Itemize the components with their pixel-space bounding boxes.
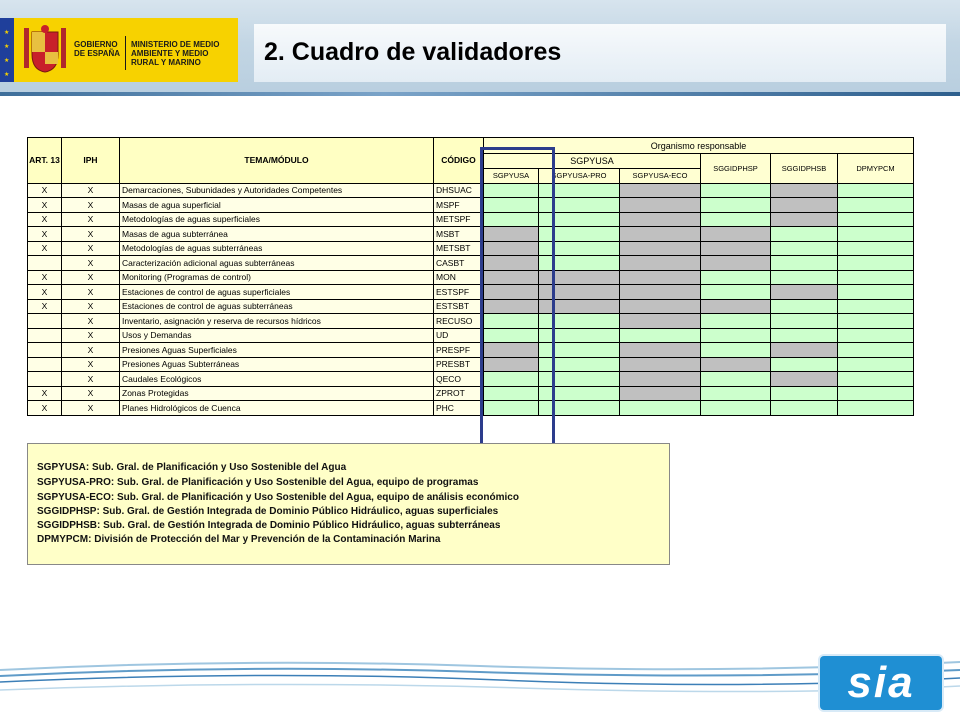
- sgpyusa-eco-cell: [620, 256, 701, 271]
- table-row: [28, 357, 914, 372]
- dpmypcm-cell: [838, 343, 914, 358]
- art13-cell: X: [28, 299, 62, 314]
- tema-cell: Demarcaciones, Subunidades y Autoridades Competentes: [120, 183, 434, 198]
- tema-cell: Masas de agua subterránea: [120, 227, 434, 242]
- codigo-cell: PHC: [434, 401, 484, 416]
- dpmypcm-cell: [838, 328, 914, 343]
- tema-cell: Caracterización adicional aguas subterráneas: [120, 256, 434, 271]
- codigo-cell: PRESBT: [434, 357, 484, 372]
- iph-cell: X: [62, 343, 120, 358]
- legend-line: SGPYUSA-ECO: Sub. Gral. de Planificación y Uso Sostenible del Agua, equipo de análisis económico: [37, 492, 519, 503]
- sggidphsp-cell: [701, 256, 771, 271]
- ministerio-label: MINISTERIO DE MEDIO AMBIENTE Y MEDIO RURAL Y MARINO: [131, 40, 220, 67]
- header-sgpyusa: SGPYUSA: [484, 169, 539, 184]
- iph-cell: X: [62, 386, 120, 401]
- sggidphsp-cell: [701, 357, 771, 372]
- table-row: [28, 299, 914, 314]
- dpmypcm-cell: [838, 256, 914, 271]
- iph-cell: X: [62, 256, 120, 271]
- header-codigo: CÓDIGO: [434, 138, 484, 184]
- table-row: [28, 285, 914, 300]
- tema-cell: Zonas Protegidas: [120, 386, 434, 401]
- sggidphsb-cell: [771, 198, 838, 213]
- header-sgpyusa-eco: SGPYUSA-ECO: [620, 169, 701, 184]
- tema-cell: Presiones Aguas Superficiales: [120, 343, 434, 358]
- eu-flag-strip: ★ ★ ★ ★: [0, 18, 14, 82]
- table-row: [28, 270, 914, 285]
- art13-cell: [28, 328, 62, 343]
- header-art13: ART. 13: [28, 138, 62, 184]
- iph-cell: X: [62, 357, 120, 372]
- codigo-cell: MON: [434, 270, 484, 285]
- sia-logo: [820, 656, 942, 710]
- iph-cell: X: [62, 328, 120, 343]
- codigo-cell: ESTSBT: [434, 299, 484, 314]
- header-dpmypcm: DPMYPCM: [838, 154, 914, 184]
- iph-cell: X: [62, 241, 120, 256]
- header-tema: TEMA/MÓDULO: [120, 138, 434, 184]
- sggidphsb-cell: [771, 328, 838, 343]
- sggidphsp-cell: [701, 270, 771, 285]
- art13-cell: [28, 314, 62, 329]
- tema-cell: Monitoring (Programas de control): [120, 270, 434, 285]
- tema-cell: Planes Hidrológicos de Cuenca: [120, 401, 434, 416]
- table-row: [28, 372, 914, 387]
- art13-cell: X: [28, 183, 62, 198]
- art13-cell: X: [28, 241, 62, 256]
- codigo-cell: CASBT: [434, 256, 484, 271]
- iph-cell: X: [62, 227, 120, 242]
- sggidphsp-cell: [701, 241, 771, 256]
- art13-cell: X: [28, 227, 62, 242]
- codigo-cell: QECO: [434, 372, 484, 387]
- codigo-cell: METSBT: [434, 241, 484, 256]
- header-sgpyusa-pro: SGPYUSA-PRO: [539, 169, 620, 184]
- sggidphsb-cell: [771, 227, 838, 242]
- iph-cell: X: [62, 285, 120, 300]
- tema-cell: Presiones Aguas Subterráneas: [120, 357, 434, 372]
- dpmypcm-cell: [838, 357, 914, 372]
- validators-table: [27, 137, 914, 416]
- codigo-cell: METSPF: [434, 212, 484, 227]
- sggidphsp-cell: [701, 401, 771, 416]
- table-row: [28, 183, 914, 198]
- codigo-cell: ESTSPF: [434, 285, 484, 300]
- sgpyusa-column-highlight: [480, 147, 555, 451]
- art13-cell: [28, 372, 62, 387]
- art13-cell: [28, 357, 62, 372]
- logo-divider: [125, 36, 126, 70]
- art13-cell: X: [28, 401, 62, 416]
- iph-cell: X: [62, 183, 120, 198]
- iph-cell: X: [62, 299, 120, 314]
- art13-cell: [28, 343, 62, 358]
- art13-cell: X: [28, 212, 62, 227]
- table-row: [28, 401, 914, 416]
- sgpyusa-eco-cell: [620, 343, 701, 358]
- header-organismo: Organismo responsable: [484, 138, 914, 154]
- tema-cell: Metodologías de aguas subterráneas: [120, 241, 434, 256]
- sggidphsb-cell: [771, 357, 838, 372]
- sia-logo-text: sia: [847, 658, 915, 707]
- dpmypcm-cell: [838, 198, 914, 213]
- iph-cell: X: [62, 270, 120, 285]
- sggidphsb-cell: [771, 183, 838, 198]
- sggidphsp-cell: [701, 328, 771, 343]
- sgpyusa-eco-cell: [620, 241, 701, 256]
- table-row: [28, 386, 914, 401]
- table-row: [28, 198, 914, 213]
- iph-cell: X: [62, 372, 120, 387]
- legend-line: SGGIDPHSP: Sub. Gral. de Gestión Integrada de Dominio Público Hidráulico, aguas superficiales: [37, 506, 499, 517]
- dpmypcm-cell: [838, 270, 914, 285]
- sgpyusa-eco-cell: [620, 401, 701, 416]
- sgpyusa-eco-cell: [620, 212, 701, 227]
- dpmypcm-cell: [838, 241, 914, 256]
- tema-cell: Masas de agua superficial: [120, 198, 434, 213]
- header-sggidphsb: SGGIDPHSB: [771, 154, 838, 184]
- sggidphsb-cell: [771, 401, 838, 416]
- sgpyusa-eco-cell: [620, 227, 701, 242]
- sggidphsp-cell: [701, 299, 771, 314]
- legend-line: SGPYUSA-PRO: Sub. Gral. de Planificación y Uso Sostenible del Agua, equipo de programas: [37, 477, 479, 488]
- codigo-cell: ZPROT: [434, 386, 484, 401]
- dpmypcm-cell: [838, 227, 914, 242]
- art13-cell: X: [28, 285, 62, 300]
- sggidphsp-cell: [701, 198, 771, 213]
- acronym-legend: [27, 443, 670, 565]
- sgpyusa-eco-cell: [620, 357, 701, 372]
- legend-line: SGGIDPHSB: Sub. Gral. de Gestión Integrada de Dominio Público Hidráulico, aguas subterráneas: [37, 520, 501, 531]
- dpmypcm-cell: [838, 285, 914, 300]
- codigo-cell: PRESPF: [434, 343, 484, 358]
- iph-cell: X: [62, 198, 120, 213]
- sggidphsp-cell: [701, 386, 771, 401]
- tema-cell: Caudales Ecológicos: [120, 372, 434, 387]
- dpmypcm-cell: [838, 212, 914, 227]
- legend-line: SGPYUSA: Sub. Gral. de Planificación y Uso Sostenible del Agua: [37, 462, 347, 473]
- sggidphsp-cell: [701, 372, 771, 387]
- tema-cell: Usos y Demandas: [120, 328, 434, 343]
- sgpyusa-eco-cell: [620, 386, 701, 401]
- tema-cell: Inventario, asignación y reserva de recursos hídricos: [120, 314, 434, 329]
- sggidphsp-cell: [701, 343, 771, 358]
- table-row: [28, 256, 914, 271]
- table-row: [28, 343, 914, 358]
- sggidphsb-cell: [771, 343, 838, 358]
- dpmypcm-cell: [838, 372, 914, 387]
- codigo-cell: UD: [434, 328, 484, 343]
- coat-of-arms-icon: [20, 24, 70, 78]
- sgpyusa-eco-cell: [620, 285, 701, 300]
- sggidphsp-cell: [701, 227, 771, 242]
- sggidphsp-cell: [701, 285, 771, 300]
- codigo-cell: DHSUAC: [434, 183, 484, 198]
- sggidphsb-cell: [771, 270, 838, 285]
- table-row: [28, 241, 914, 256]
- codigo-cell: MSPF: [434, 198, 484, 213]
- codigo-cell: RECUSO: [434, 314, 484, 329]
- iph-cell: X: [62, 314, 120, 329]
- sggidphsb-cell: [771, 241, 838, 256]
- sggidphsp-cell: [701, 314, 771, 329]
- sggidphsb-cell: [771, 212, 838, 227]
- sgpyusa-eco-cell: [620, 198, 701, 213]
- sgpyusa-eco-cell: [620, 328, 701, 343]
- table-row: [28, 227, 914, 242]
- tema-cell: Estaciones de control de aguas superficiales: [120, 285, 434, 300]
- gobierno-label: GOBIERNO DE ESPAÑA: [74, 40, 121, 58]
- art13-cell: X: [28, 270, 62, 285]
- dpmypcm-cell: [838, 386, 914, 401]
- sggidphsb-cell: [771, 386, 838, 401]
- tema-cell: Metodologías de aguas superficiales: [120, 212, 434, 227]
- sggidphsb-cell: [771, 285, 838, 300]
- sgpyusa-eco-cell: [620, 314, 701, 329]
- sgpyusa-eco-cell: [620, 183, 701, 198]
- header-iph: IPH: [62, 138, 120, 184]
- page-title: 2. Cuadro de validadores: [264, 38, 562, 66]
- sggidphsp-cell: [701, 212, 771, 227]
- sgpyusa-eco-cell: [620, 299, 701, 314]
- header-sgpyusa-group: SGPYUSA: [484, 154, 701, 169]
- art13-cell: X: [28, 198, 62, 213]
- dpmypcm-cell: [838, 314, 914, 329]
- table-row: [28, 328, 914, 343]
- sggidphsb-cell: [771, 314, 838, 329]
- sggidphsb-cell: [771, 256, 838, 271]
- sgpyusa-eco-cell: [620, 372, 701, 387]
- footer-wave-decoration: [0, 640, 960, 720]
- table-row: [28, 314, 914, 329]
- sggidphsp-cell: [701, 183, 771, 198]
- dpmypcm-cell: [838, 183, 914, 198]
- art13-cell: [28, 256, 62, 271]
- art13-cell: X: [28, 386, 62, 401]
- header-sggidphsp: SGGIDPHSP: [701, 154, 771, 184]
- sgpyusa-eco-cell: [620, 270, 701, 285]
- codigo-cell: MSBT: [434, 227, 484, 242]
- dpmypcm-cell: [838, 401, 914, 416]
- table-row: [28, 212, 914, 227]
- dpmypcm-cell: [838, 299, 914, 314]
- sggidphsb-cell: [771, 372, 838, 387]
- sggidphsb-cell: [771, 299, 838, 314]
- legend-line: DPMYPCM: División de Protección del Mar y Prevención de la Contaminación Marina: [37, 534, 441, 545]
- tema-cell: Estaciones de control de aguas subterráneas: [120, 299, 434, 314]
- iph-cell: X: [62, 401, 120, 416]
- iph-cell: X: [62, 212, 120, 227]
